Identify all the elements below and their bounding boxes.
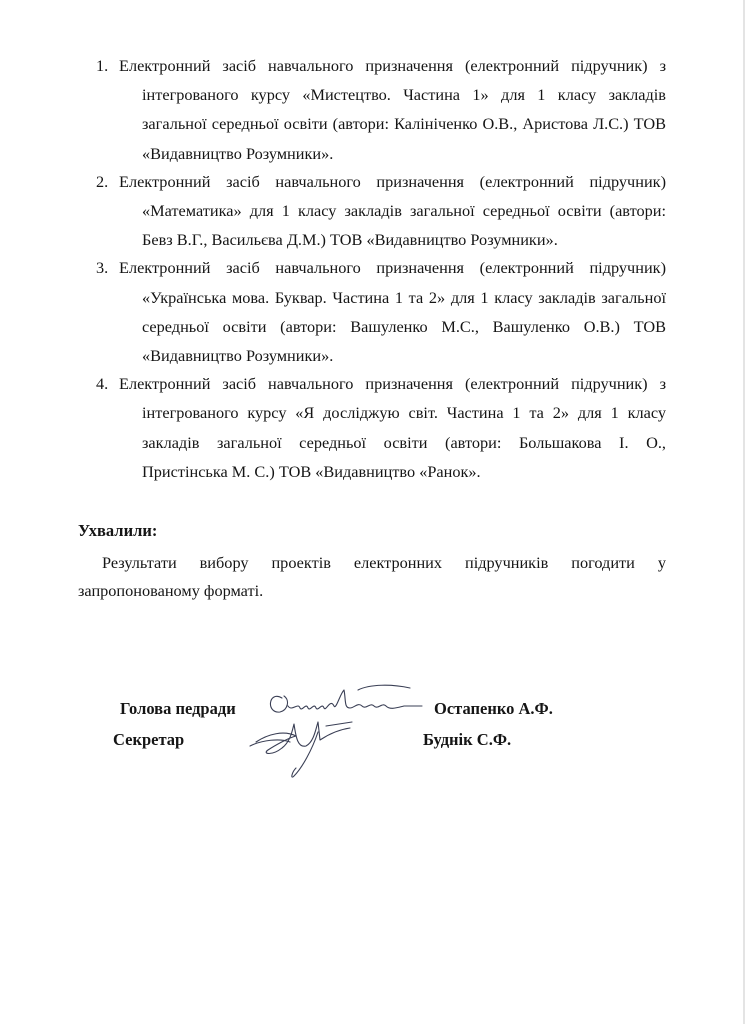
- item-line: Електронний засіб навчального призначення (електронний підручник): [119, 258, 666, 278]
- item-line: Бевз В.Г., Васильєва Д.М.) ТОВ «Видавництво Розумники».: [142, 230, 558, 250]
- item-line: Електронний засіб навчального призначення (електронний підручник): [119, 171, 666, 191]
- secretary-signature: [256, 722, 350, 777]
- item-line: загальної середньої освіти (автори: Калініченко О.В., Аристова Л.С.) ТОВ: [142, 114, 666, 134]
- item-line: «Українська мова. Буквар. Частина 1 та 2» для 1 класу закладів загальної: [142, 287, 666, 307]
- list-item-3: [96, 253, 666, 370]
- item-number: 1.: [96, 56, 109, 75]
- item-line: Пристінська М. С.) ТОВ «Видавництво «Ранок».: [142, 461, 481, 481]
- item-text: [119, 167, 666, 255]
- chair-signature: [270, 685, 422, 712]
- item-line: «Математика» для 1 класу закладів загальної середньої освіти (автори:: [142, 201, 666, 221]
- approved-textbooks-list: [96, 51, 666, 486]
- secretary-title: Секретар: [113, 730, 185, 749]
- item-line: Електронний засіб навчального призначення (електронний підручник) з: [119, 374, 666, 394]
- decision-heading: Ухвалили:: [78, 521, 158, 540]
- item-line: середньої освіти (автори: Вашуленко М.С., Вашуленко О.В.) ТОВ: [142, 316, 666, 336]
- item-line: інтегрованого курсу «Я досліджую світ. Частина 1 та 2» для 1 класу: [142, 403, 666, 423]
- secretary-name: Буднік С.Ф.: [423, 730, 512, 749]
- item-number: 4.: [96, 374, 109, 394]
- decision-line: Результати вибору проектів електронних підручників погодити у: [102, 553, 666, 572]
- chair-title: Голова педради: [120, 699, 236, 718]
- item-text: [119, 253, 666, 370]
- chair-name: Остапенко А.Ф.: [434, 699, 553, 718]
- item-number: 2.: [96, 171, 109, 191]
- decision-line: запропонованому форматі.: [78, 581, 264, 600]
- handwritten-signatures: [232, 676, 432, 786]
- item-line: інтегрованого курсу «Мистецтво. Частина 1» для 1 класу закладів: [142, 85, 666, 105]
- item-text: [119, 369, 666, 486]
- secretary-signature-flourish: [250, 722, 352, 746]
- item-number: 3.: [96, 258, 109, 278]
- list-item-4: [96, 369, 666, 486]
- item-text: [119, 51, 666, 168]
- list-item-2: [96, 167, 666, 255]
- item-line: «Видавництво Розумники».: [142, 346, 334, 366]
- item-line: Електронний засіб навчального призначення (електронний підручник) з: [119, 56, 666, 75]
- item-line: «Видавництво Розумники».: [142, 143, 334, 163]
- list-item-1: [96, 51, 666, 168]
- decision-text: [78, 549, 666, 605]
- item-line: закладів загальної середньої освіти (автори: Большакова І. О.,: [142, 432, 666, 452]
